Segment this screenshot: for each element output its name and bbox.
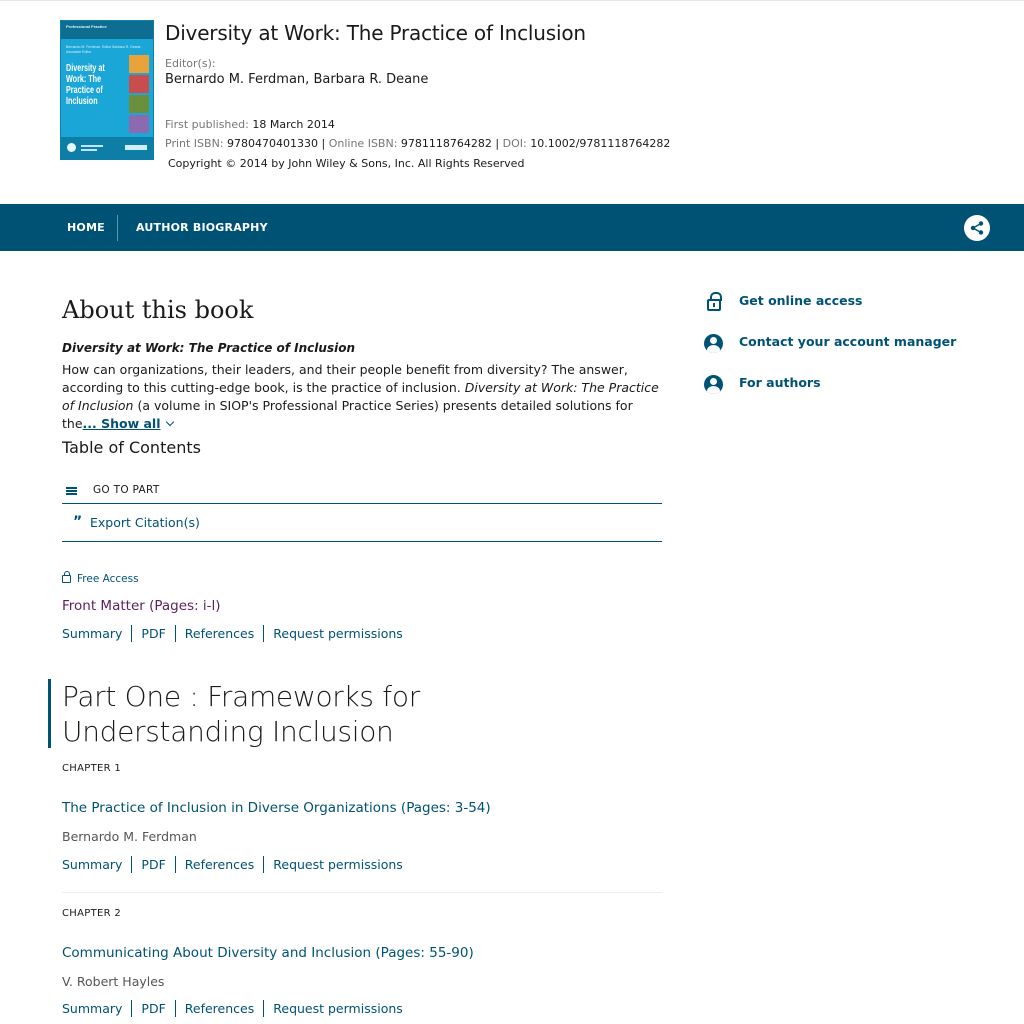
book-nav-bar [0, 204, 1024, 251]
share-icon [970, 221, 984, 235]
cover-footer-line [81, 145, 103, 147]
nav-home-tab[interactable]: HOME [67, 221, 105, 234]
user-circle-icon [704, 375, 723, 394]
first-published-label: First published: [165, 118, 249, 131]
chapter-author: V. Robert Hayles [62, 974, 165, 989]
free-access-label: Free Access [77, 573, 139, 585]
link-separator [131, 856, 132, 873]
user-circle-icon [704, 334, 723, 353]
lock-icon [707, 299, 721, 311]
isbn-doi-line [165, 137, 670, 150]
front-matter-link[interactable]: Front Matter (Pages: i-l) [62, 598, 221, 614]
chapter-author: Bernardo M. Ferdman [62, 829, 197, 844]
chapter-title-link[interactable]: The Practice of Inclusion in Diverse Organizations (Pages: 3-54) [62, 800, 491, 816]
export-citation-button[interactable] [62, 504, 662, 542]
about-text-2: (a volume in SIOP's Professional Practice Series) presents detailed solutions for the [62, 398, 633, 431]
chapter-1-links [62, 857, 403, 874]
editors-names: Bernardo M. Ferdman, Barbara R. Deane [165, 72, 429, 87]
get-online-access-label: Get online access [739, 293, 863, 308]
link-separator [263, 856, 264, 873]
top-border [0, 0, 1024, 1]
copyright-notice: Copyright © 2014 by John Wiley & Sons, Inc. All Rights Reserved [168, 157, 525, 170]
first-published-date: 18 March 2014 [252, 118, 335, 131]
first-published [165, 118, 335, 131]
cover-title-text: Diversity at Work: The Practice of Inclusion [66, 63, 105, 107]
free-access-badge [62, 573, 139, 585]
request-permissions-link[interactable]: Request permissions [273, 1001, 403, 1016]
pdf-link[interactable]: PDF [141, 626, 166, 641]
contact-account-manager-label: Contact your account manager [739, 334, 957, 349]
request-permissions-link[interactable]: Request permissions [273, 857, 403, 872]
print-isbn-label: Print ISBN: [165, 137, 224, 150]
cover-photos [129, 55, 149, 135]
cover-editors-text: Bernardo M. Ferdman, Editor Barbara R. Deane, Associate Editor [66, 45, 142, 54]
show-all-label: ... Show all [82, 416, 161, 431]
part-one-title: Part One : Frameworks for Understanding Inclusion [62, 680, 420, 748]
about-text-italic: Diversity at Work: The Practice of Inclusion [62, 380, 659, 413]
chapter-label: CHAPTER 1 [62, 763, 121, 774]
quote-icon: ” [73, 514, 83, 530]
nav-author-biography-tab[interactable]: AUTHOR BIOGRAPHY [136, 221, 268, 234]
references-link[interactable]: References [184, 1001, 255, 1016]
chapter-divider [62, 892, 662, 893]
link-separator [263, 1000, 264, 1017]
for-authors-label: For authors [739, 375, 821, 390]
cover-series-band [61, 21, 153, 39]
references-link[interactable]: References [184, 626, 255, 641]
about-heading: About this book [62, 296, 254, 324]
about-description [62, 361, 666, 433]
about-subtitle: Diversity at Work: The Practice of Inclusion [62, 341, 355, 355]
list-icon [66, 487, 77, 495]
cover-footer [61, 137, 153, 159]
cover-footer-line [81, 149, 97, 151]
pipe-separator: | [495, 137, 500, 150]
link-separator [175, 856, 176, 873]
book-title: Diversity at Work: The Practice of Inclusion [165, 21, 586, 45]
share-button[interactable] [964, 215, 990, 241]
go-to-part-dropdown[interactable] [62, 481, 662, 504]
toc-heading: Table of Contents [62, 438, 201, 457]
link-separator [175, 625, 176, 642]
cover-series-text: Professional Practice [66, 24, 107, 29]
go-to-part-label: GO TO PART [93, 484, 160, 496]
pdf-link[interactable]: PDF [141, 1001, 166, 1016]
summary-link[interactable]: Summary [62, 626, 123, 641]
part-accent-bar [48, 679, 51, 748]
doi-value: 10.1002/9781118764282 [530, 137, 671, 150]
summary-link[interactable]: Summary [62, 857, 123, 872]
editors-label: Editor(s): [165, 57, 216, 70]
references-link[interactable]: References [184, 857, 255, 872]
show-all-link[interactable] [83, 416, 161, 431]
chapter-title-link[interactable]: Communicating About Diversity and Inclusion (Pages: 55-90) [62, 945, 474, 961]
request-permissions-link[interactable]: Request permissions [273, 626, 403, 641]
export-citation-label: Export Citation(s) [90, 515, 200, 530]
unlocked-icon [62, 575, 71, 583]
front-matter-links [62, 626, 403, 643]
cover-publisher-logo-icon [125, 145, 147, 150]
chevron-down-icon[interactable] [165, 418, 173, 426]
online-isbn-label: Online ISBN: [328, 137, 398, 150]
chapter-label: CHAPTER 2 [62, 908, 121, 919]
print-isbn: 9780470401330 [227, 137, 318, 150]
link-separator [131, 1000, 132, 1017]
summary-link[interactable]: Summary [62, 1001, 123, 1016]
link-separator [263, 625, 264, 642]
online-isbn: 9781118764282 [400, 137, 492, 150]
link-separator [131, 625, 132, 642]
nav-separator [117, 215, 118, 241]
link-separator [175, 1000, 176, 1017]
about-text-1: How can organizations, their leaders, and their people benefit from diversity? The answer, according to this cutting-edge book, is the practice of inclusion. [62, 362, 628, 395]
pdf-link[interactable]: PDF [141, 857, 166, 872]
book-cover-image[interactable] [60, 20, 154, 160]
cover-siop-logo-icon [67, 143, 76, 152]
chapter-2-links [62, 1001, 403, 1018]
pipe-separator: | [321, 137, 326, 150]
doi-label: DOI: [502, 137, 527, 150]
